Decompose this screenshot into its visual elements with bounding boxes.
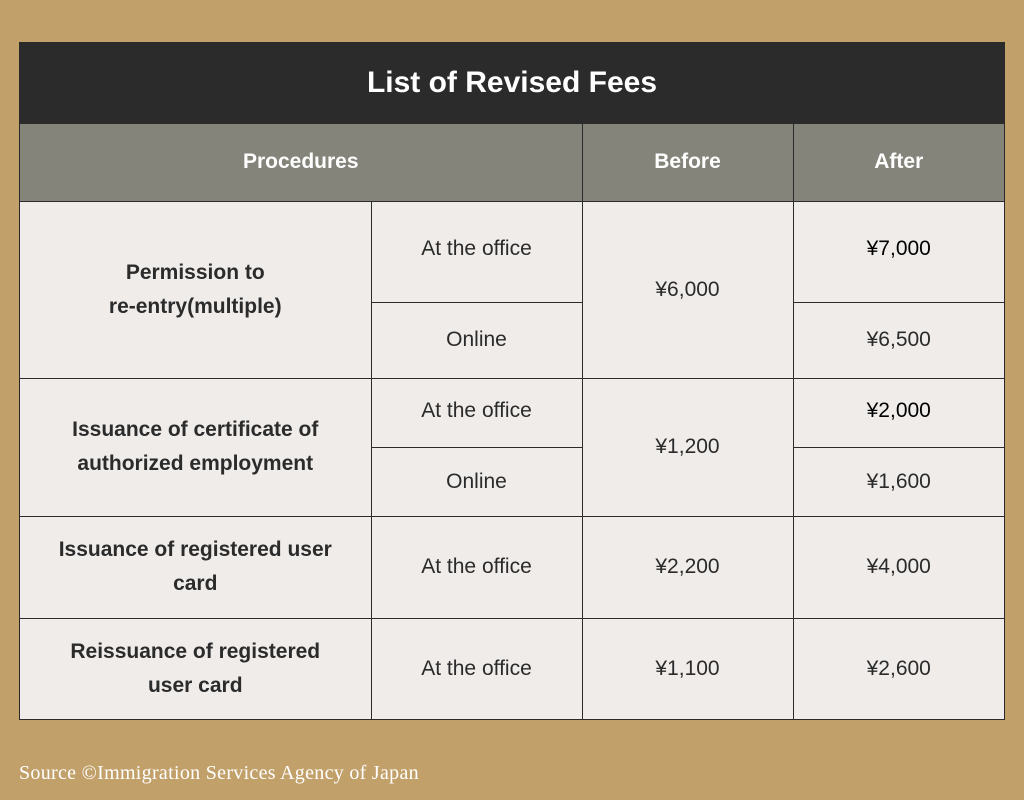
- method-cell: At the office: [371, 516, 582, 618]
- procedure-line: re-entry(multiple): [108, 294, 282, 318]
- after-cell: ¥1,600: [793, 447, 1004, 516]
- table-row: [20, 618, 1004, 719]
- procedure-line: authorized employment: [77, 452, 314, 475]
- procedure-line: Reissuance of registered: [70, 639, 321, 663]
- method-cell: Online: [371, 302, 582, 378]
- before-cell: ¥2,200: [582, 516, 793, 618]
- after-cell: ¥2,600: [793, 618, 1004, 719]
- procedure-line: card: [173, 572, 218, 595]
- after-cell: ¥6,500: [793, 302, 1004, 378]
- procedure-cell: [20, 618, 371, 719]
- fees-card: [19, 42, 1005, 720]
- method-cell: At the office: [371, 618, 582, 719]
- before-cell: ¥6,000: [582, 201, 793, 378]
- before-cell: ¥1,100: [582, 618, 793, 719]
- table-row: [20, 516, 1004, 618]
- after-cell: ¥2,000: [793, 378, 1004, 447]
- after-cell: ¥4,000: [793, 516, 1004, 618]
- before-cell: ¥1,200: [582, 378, 793, 516]
- procedure-cell: [20, 378, 371, 516]
- table-title: List of Revised Fees: [20, 43, 1004, 124]
- method-cell: At the office: [371, 378, 582, 447]
- procedure-line: Permission to: [125, 260, 265, 284]
- table-row: [20, 201, 1004, 302]
- procedure-line: Issuance of registered user: [58, 538, 332, 561]
- procedure-line: user card: [147, 673, 243, 697]
- table-row: [20, 378, 1004, 447]
- header-before: Before: [582, 124, 793, 201]
- header-after: After: [793, 124, 1004, 201]
- procedure-line: Issuance of certificate of: [72, 418, 319, 441]
- after-cell: ¥7,000: [793, 201, 1004, 302]
- fees-table: [20, 124, 1004, 719]
- header-procedures: Procedures: [20, 124, 582, 201]
- source-credit: Source ©Immigration Services Agency of Japan: [19, 762, 419, 784]
- header-row: [20, 124, 1004, 201]
- procedure-cell: [20, 516, 371, 618]
- method-cell: Online: [371, 447, 582, 516]
- method-cell: At the office: [371, 201, 582, 302]
- procedure-cell: [20, 201, 371, 378]
